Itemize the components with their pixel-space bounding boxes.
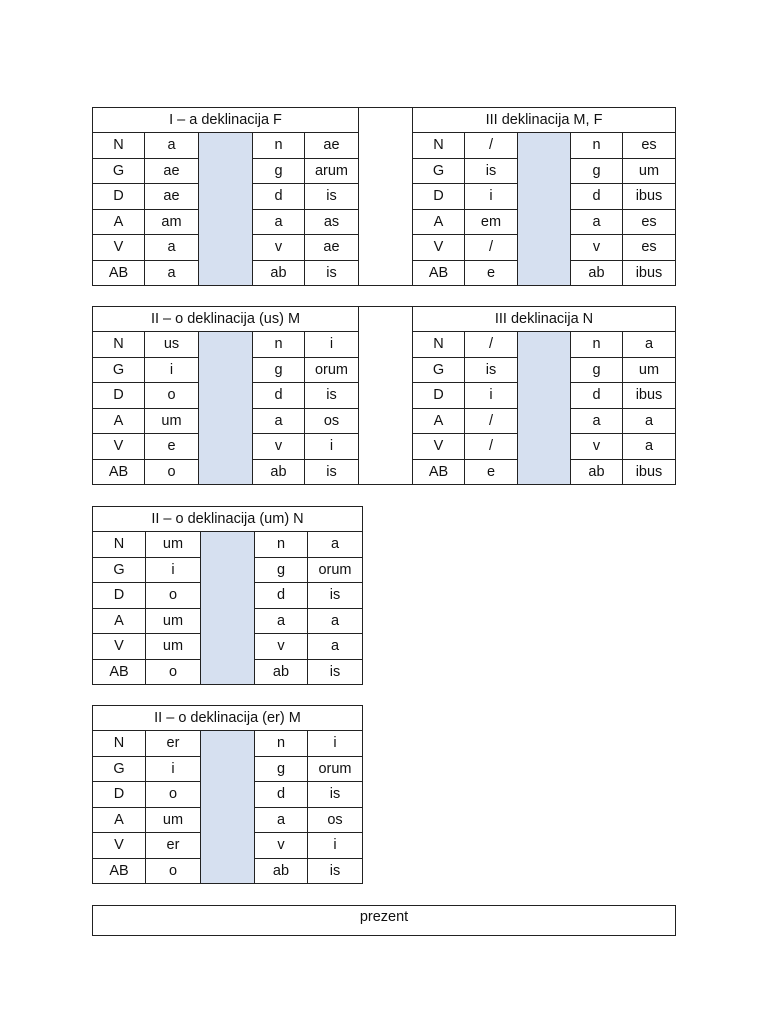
- plural-ending: os: [305, 409, 359, 435]
- plural-ending: ibus: [623, 460, 676, 486]
- case-label: N: [93, 731, 146, 757]
- plural-ending: i: [308, 731, 363, 757]
- case-label: N: [413, 332, 465, 358]
- singular-ending: um: [146, 634, 201, 660]
- shaded-column: [199, 133, 253, 286]
- case-label-plural: ab: [253, 261, 305, 287]
- case-label-plural: v: [253, 235, 305, 261]
- singular-ending: is: [465, 358, 518, 384]
- singular-ending: /: [465, 235, 518, 261]
- plural-ending: is: [308, 859, 363, 885]
- prezent-title: prezent: [359, 909, 409, 925]
- shaded-column: [518, 332, 571, 485]
- case-label: AB: [93, 859, 146, 885]
- plural-ending: a: [308, 634, 363, 660]
- singular-ending: i: [465, 184, 518, 210]
- plural-ending: orum: [308, 757, 363, 783]
- table-title: II – o deklinacija (um) N: [93, 507, 363, 532]
- singular-ending: /: [465, 409, 518, 435]
- case-label-plural: g: [571, 159, 623, 185]
- case-label: AB: [413, 460, 465, 486]
- case-label-plural: n: [253, 133, 305, 159]
- plural-ending: es: [623, 210, 676, 236]
- singular-ending: o: [145, 460, 199, 486]
- case-label-plural: d: [253, 184, 305, 210]
- case-label: V: [93, 833, 146, 859]
- case-label-plural: v: [571, 235, 623, 261]
- declension-table-1a-f: [92, 107, 359, 286]
- singular-ending: i: [465, 383, 518, 409]
- case-label-plural: d: [253, 383, 305, 409]
- case-label-plural: ab: [571, 460, 623, 486]
- case-label: G: [413, 159, 465, 185]
- declension-table-2o-us-m: [92, 306, 359, 485]
- case-label: V: [93, 634, 146, 660]
- singular-ending: i: [146, 558, 201, 584]
- singular-ending: um: [146, 532, 201, 558]
- plural-ending: um: [623, 358, 676, 384]
- plural-ending: arum: [305, 159, 359, 185]
- singular-ending: er: [146, 731, 201, 757]
- declension-table-2o-um-n: [92, 506, 363, 685]
- shaded-column: [199, 332, 253, 485]
- plural-ending: orum: [308, 558, 363, 584]
- case-label-plural: a: [255, 808, 308, 834]
- table-gap-row-1: [358, 107, 413, 286]
- case-label-plural: v: [255, 634, 308, 660]
- singular-ending: is: [465, 159, 518, 185]
- case-label-plural: d: [571, 383, 623, 409]
- case-label-plural: g: [571, 358, 623, 384]
- singular-ending: e: [145, 434, 199, 460]
- plural-ending: a: [308, 609, 363, 635]
- plural-ending: a: [623, 434, 676, 460]
- shaded-column: [518, 133, 571, 286]
- plural-ending: is: [305, 184, 359, 210]
- case-label: D: [93, 583, 146, 609]
- case-label: N: [93, 532, 146, 558]
- case-label: N: [413, 133, 465, 159]
- case-label: D: [93, 383, 145, 409]
- plural-ending: a: [623, 332, 676, 358]
- case-label-plural: a: [571, 210, 623, 236]
- case-label: D: [93, 782, 146, 808]
- case-label-plural: n: [571, 133, 623, 159]
- plural-ending: is: [305, 383, 359, 409]
- singular-ending: ae: [145, 184, 199, 210]
- case-label-plural: g: [255, 757, 308, 783]
- table-title: I – a deklinacija F: [93, 108, 359, 133]
- singular-ending: ae: [145, 159, 199, 185]
- singular-ending: o: [146, 859, 201, 885]
- plural-ending: um: [623, 159, 676, 185]
- case-label-plural: a: [253, 210, 305, 236]
- case-label-plural: n: [255, 532, 308, 558]
- plural-ending: es: [623, 235, 676, 261]
- singular-ending: a: [145, 133, 199, 159]
- declension-table-2o-er-m: [92, 705, 363, 884]
- plural-ending: i: [305, 332, 359, 358]
- case-label-plural: g: [255, 558, 308, 584]
- plural-ending: os: [308, 808, 363, 834]
- case-label: AB: [93, 660, 146, 686]
- singular-ending: o: [145, 383, 199, 409]
- table-title: III deklinacija N: [413, 307, 676, 332]
- plural-ending: is: [308, 782, 363, 808]
- singular-ending: o: [146, 782, 201, 808]
- plural-ending: i: [305, 434, 359, 460]
- case-label-plural: d: [255, 782, 308, 808]
- case-label: V: [413, 434, 465, 460]
- case-label: A: [93, 210, 145, 236]
- case-label: G: [93, 757, 146, 783]
- singular-ending: i: [145, 358, 199, 384]
- case-label-plural: a: [255, 609, 308, 635]
- singular-ending: i: [146, 757, 201, 783]
- singular-ending: o: [146, 660, 201, 686]
- singular-ending: a: [145, 261, 199, 287]
- case-label: D: [413, 184, 465, 210]
- plural-ending: ibus: [623, 184, 676, 210]
- plural-ending: as: [305, 210, 359, 236]
- case-label: G: [93, 159, 145, 185]
- singular-ending: am: [145, 210, 199, 236]
- case-label: G: [93, 558, 146, 584]
- singular-ending: um: [145, 409, 199, 435]
- plural-ending: a: [308, 532, 363, 558]
- case-label: A: [413, 409, 465, 435]
- case-label-plural: g: [253, 358, 305, 384]
- case-label-plural: ab: [255, 859, 308, 885]
- singular-ending: um: [146, 609, 201, 635]
- case-label-plural: a: [571, 409, 623, 435]
- singular-ending: us: [145, 332, 199, 358]
- plural-ending: a: [623, 409, 676, 435]
- plural-ending: ibus: [623, 383, 676, 409]
- case-label-plural: d: [255, 583, 308, 609]
- case-label-plural: n: [253, 332, 305, 358]
- case-label-plural: v: [571, 434, 623, 460]
- singular-ending: em: [465, 210, 518, 236]
- singular-ending: e: [465, 460, 518, 486]
- singular-ending: er: [146, 833, 201, 859]
- case-label: AB: [93, 460, 145, 486]
- case-label-plural: n: [571, 332, 623, 358]
- singular-ending: o: [146, 583, 201, 609]
- case-label-plural: v: [255, 833, 308, 859]
- plural-ending: i: [308, 833, 363, 859]
- case-label-plural: g: [253, 159, 305, 185]
- plural-ending: is: [308, 583, 363, 609]
- singular-ending: /: [465, 332, 518, 358]
- table-title: II – o deklinacija (er) M: [93, 706, 363, 731]
- shaded-column: [201, 731, 255, 884]
- plural-ending: is: [305, 261, 359, 287]
- singular-ending: e: [465, 261, 518, 287]
- case-label: G: [93, 358, 145, 384]
- plural-ending: ae: [305, 133, 359, 159]
- case-label-plural: d: [571, 184, 623, 210]
- case-label: AB: [93, 261, 145, 287]
- case-label: V: [93, 235, 145, 261]
- plural-ending: orum: [305, 358, 359, 384]
- case-label: G: [413, 358, 465, 384]
- plural-ending: ae: [305, 235, 359, 261]
- case-label: V: [93, 434, 145, 460]
- case-label: D: [413, 383, 465, 409]
- case-label: A: [413, 210, 465, 236]
- case-label: N: [93, 133, 145, 159]
- case-label: AB: [413, 261, 465, 287]
- singular-ending: /: [465, 133, 518, 159]
- case-label-plural: a: [253, 409, 305, 435]
- plural-ending: is: [305, 460, 359, 486]
- case-label-plural: v: [253, 434, 305, 460]
- case-label: A: [93, 808, 146, 834]
- case-label: D: [93, 184, 145, 210]
- table-title: III deklinacija M, F: [413, 108, 676, 133]
- table-title: II – o deklinacija (us) M: [93, 307, 359, 332]
- case-label-plural: ab: [255, 660, 308, 686]
- declension-table-3-mf: [412, 107, 676, 286]
- plural-ending: ibus: [623, 261, 676, 287]
- case-label: N: [93, 332, 145, 358]
- case-label-plural: ab: [571, 261, 623, 287]
- case-label-plural: ab: [253, 460, 305, 486]
- plural-ending: is: [308, 660, 363, 686]
- shaded-column: [201, 532, 255, 685]
- case-label: A: [93, 609, 146, 635]
- plural-ending: es: [623, 133, 676, 159]
- singular-ending: /: [465, 434, 518, 460]
- declension-table-3-n: [412, 306, 676, 485]
- table-gap-row-2: [358, 306, 413, 485]
- singular-ending: um: [146, 808, 201, 834]
- case-label-plural: n: [255, 731, 308, 757]
- singular-ending: a: [145, 235, 199, 261]
- prezent-table-header: [92, 905, 676, 936]
- case-label: A: [93, 409, 145, 435]
- case-label: V: [413, 235, 465, 261]
